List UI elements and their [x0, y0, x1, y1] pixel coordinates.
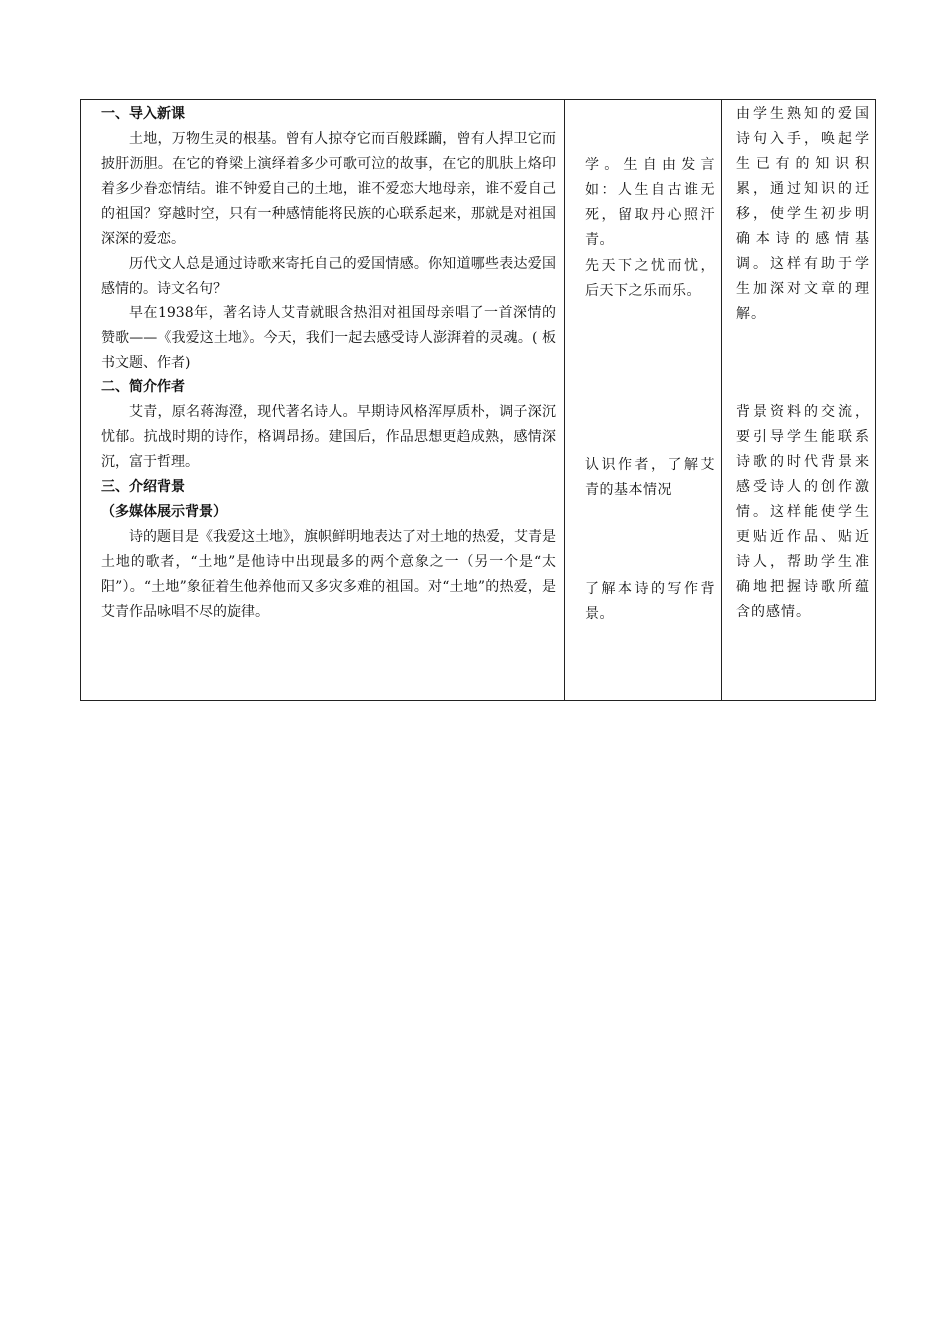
- section-heading-background: 三、介绍背景: [101, 479, 185, 495]
- student-activity-3: 认识作者，了解艾青的基本情况: [585, 457, 715, 498]
- design-intent-1: 由学生熟知的爱国诗句入手，唤起学生已有的知识积累，通过知识的迁移，使学生初步明确本诗的感情基调。这样有助于学生加深对文章的理解。: [736, 106, 870, 322]
- student-activity-2: 先天下之忧而忧，后天下之乐而乐。: [585, 258, 715, 299]
- intro-paragraph-3: 早在1938年，著名诗人艾青就眼含热泪对祖国母亲唱了一首深情的赞歌——《我爱这土地》。今天，我们一起去感受诗人澎湃着的灵魂。( 板书文题、作者): [101, 305, 556, 371]
- teaching-content-column: [81, 100, 565, 700]
- lesson-plan-table: [80, 99, 876, 701]
- background-subheading: （多媒体展示背景）: [101, 504, 227, 520]
- background-paragraph: 诗的题目是《我爱这土地》，旗帜鲜明地表达了对土地的热爱，艾青是土地的歌者，“土地”是他诗中出现最多的两个意象之一（另一个是“太阳”）。“土地”象征着生他养他而又多灾多难的祖国。对“土地”的热爱，是艾青作品咏唱不尽的旋律。: [101, 529, 556, 620]
- section-heading-author: 二、简介作者: [101, 379, 185, 395]
- design-intent-column: [722, 100, 877, 700]
- student-activity-column: [565, 100, 722, 700]
- design-intent-2: 背景资料的交流，要引导学生能联系诗歌的时代背景来感受诗人的创作激情。这样能使学生更贴近作品、贴近诗人，帮助学生准确地把握诗歌所蕴含的感情。: [736, 404, 870, 620]
- intro-paragraph-1: 土地，万物生灵的根基。曾有人掠夺它而百般蹂躏，曾有人捍卫它而披肝沥胆。在它的脊梁上演绎着多少可歌可泣的故事，在它的肌肤上烙印着多少眷恋情结。谁不钟爱自己的土地，谁不爱恋大地母亲，谁不爱自己的祖国？穿越时空，只有一种感情能将民族的心联系起来，那就是对祖国深深的爱恋。: [101, 131, 556, 247]
- student-activity-1: 学。生自由发言如：人生自古谁无死，留取丹心照汗青。: [585, 157, 715, 248]
- student-activity-4: 了解本诗的写作背景。: [585, 581, 715, 622]
- section-heading-intro: 一、导入新课: [101, 106, 185, 122]
- author-paragraph: 艾青，原名蒋海澄，现代著名诗人。早期诗风格浑厚质朴，调子深沉忧郁。抗战时期的诗作，格调昂扬。建国后，作品思想更趋成熟，感情深沉，富于哲理。: [101, 404, 556, 470]
- intro-paragraph-2: 历代文人总是通过诗歌来寄托自己的爱国情感。你知道哪些表达爱国感情的。诗文名句？: [101, 256, 556, 297]
